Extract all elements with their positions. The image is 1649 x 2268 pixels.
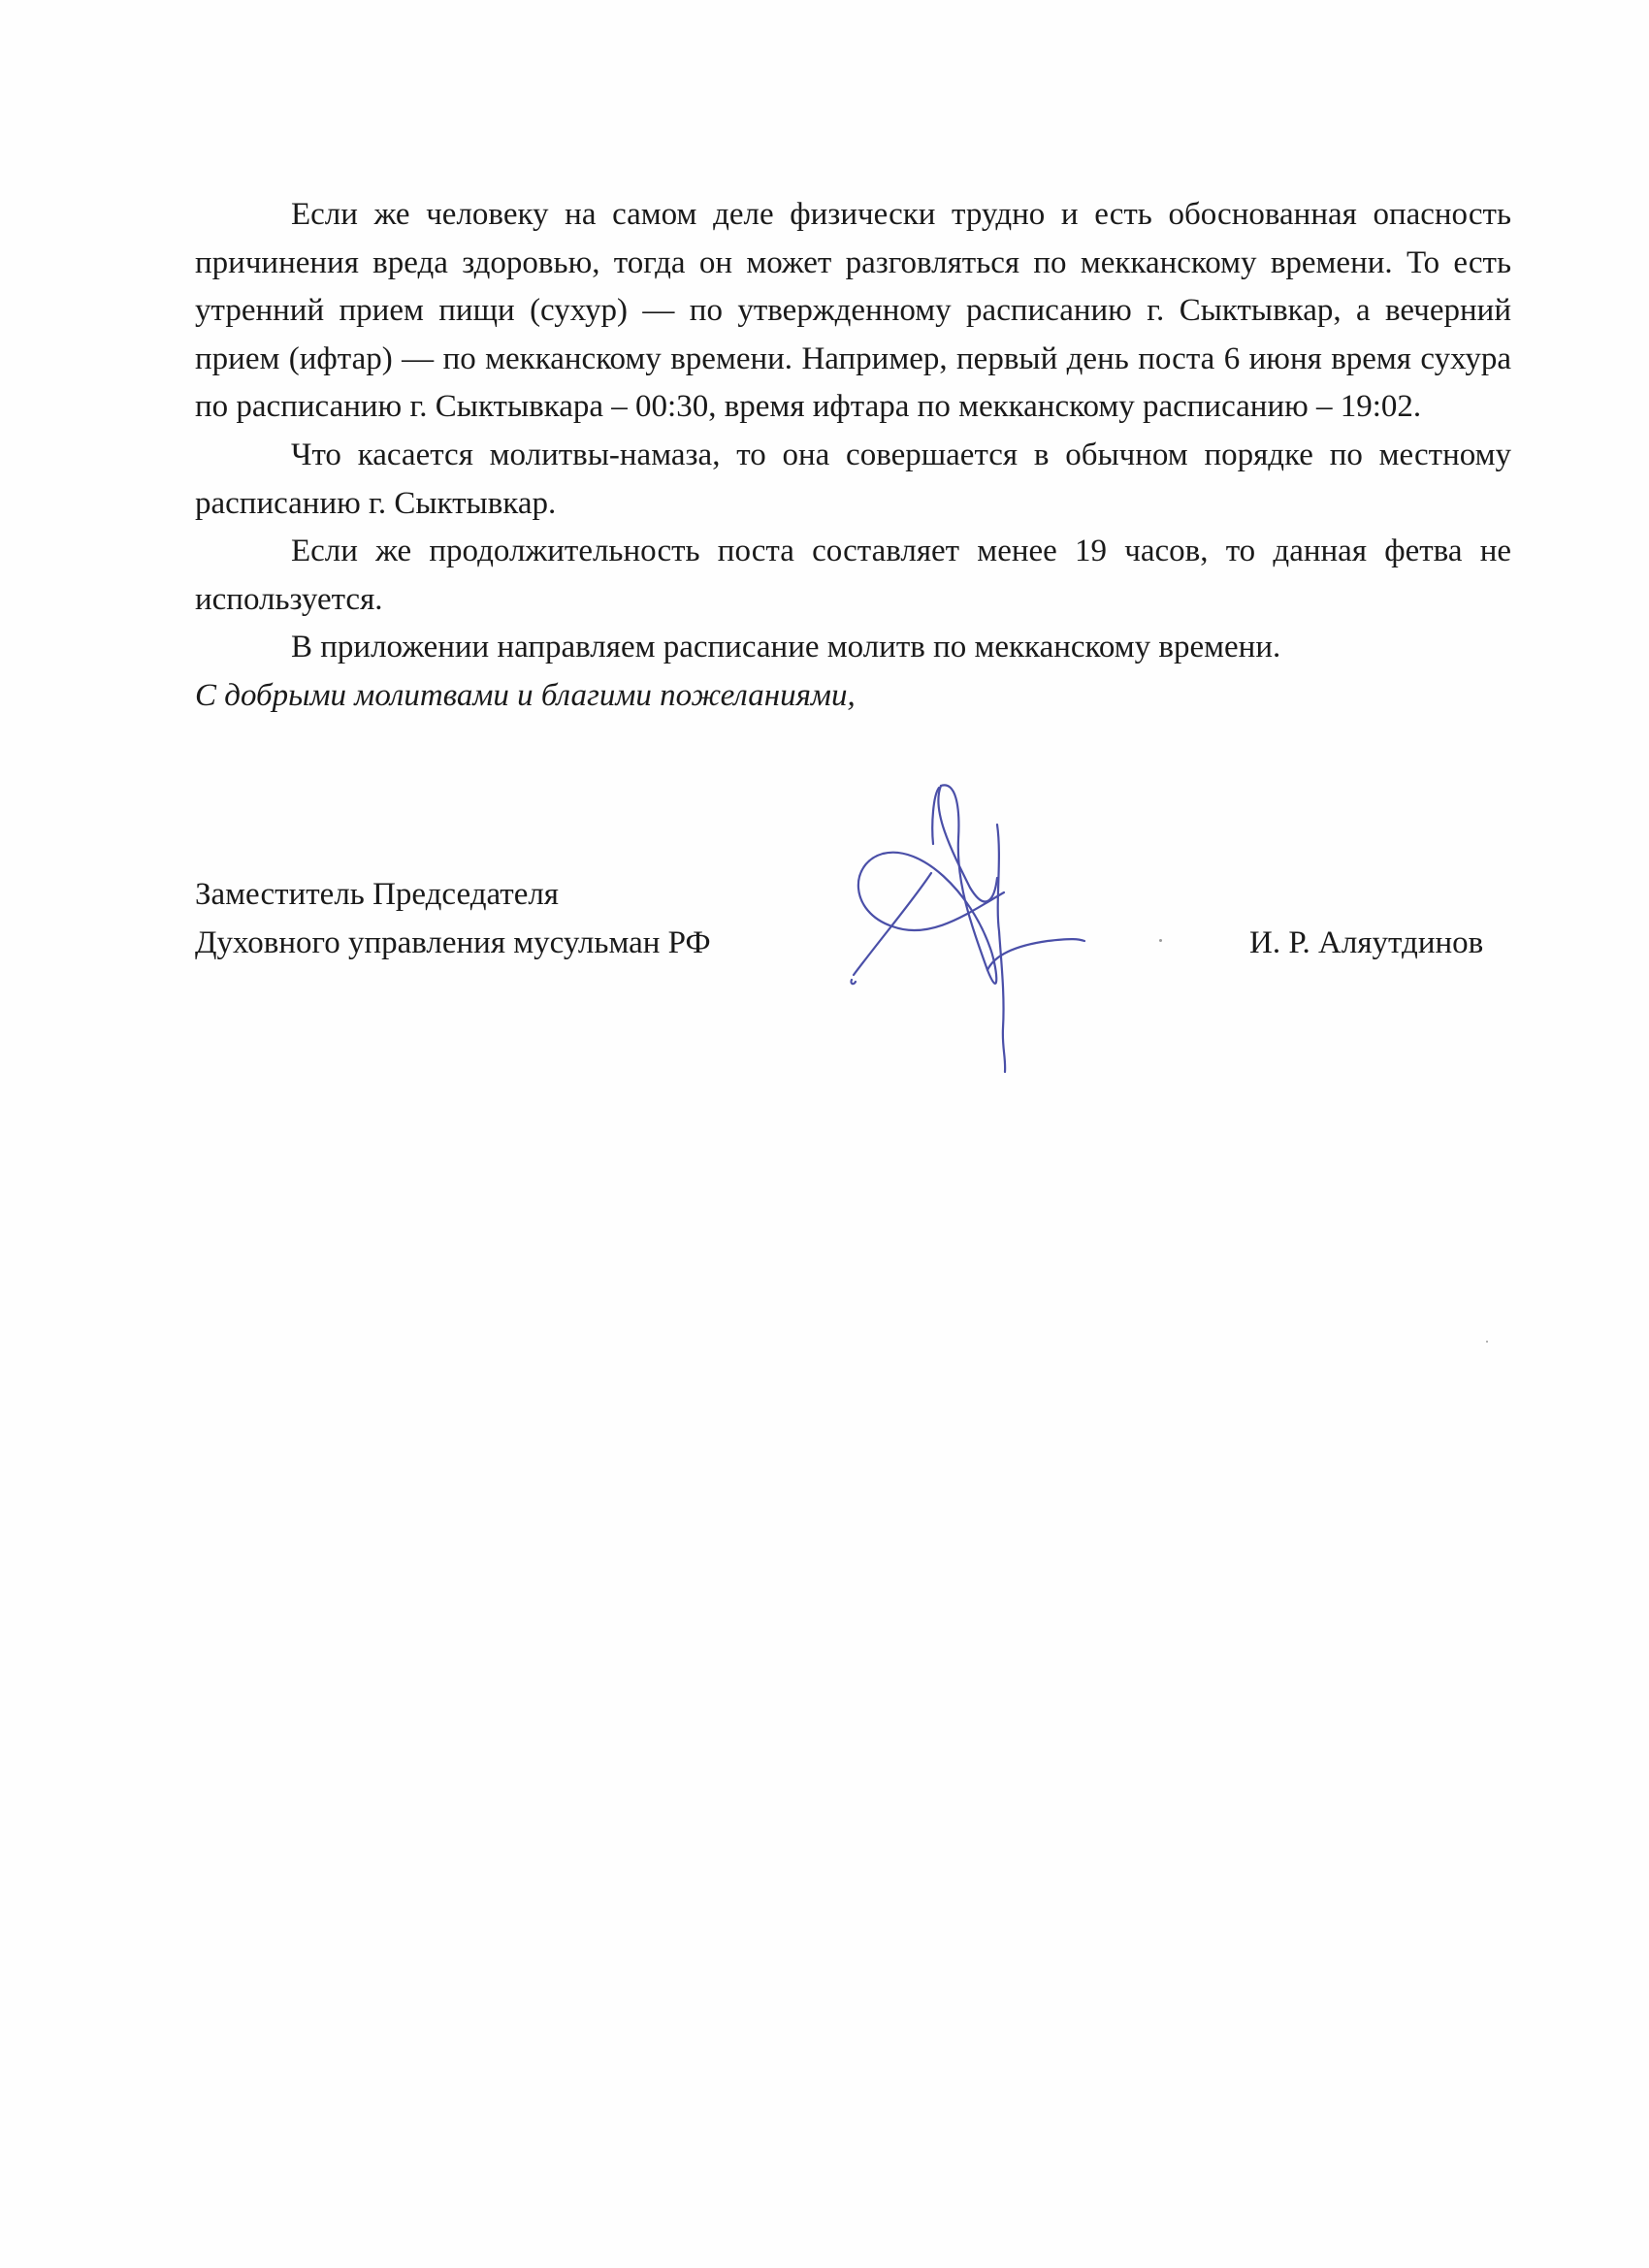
- signer-position: [195, 870, 711, 967]
- paper-speck: [1486, 1341, 1488, 1343]
- letter-body: [195, 191, 1511, 721]
- handwritten-signature: [824, 766, 1116, 1086]
- paragraph-fast-duration: Если же продолжительность поста составляет менее 19 часов, то данная фетва не используется.: [195, 534, 1511, 617]
- paragraph-iftar-rule: Если же человеку на самом деле физически трудно и есть обоснованная опасность причинения вреда здоровью, тогда он может разговляться по мекканскому времени. То есть утренний прием пищи (сухур) — по утвержденному расписанию г. Сыктывкар, а вечерний прием (ифтар) — по мекканскому времени. Например, первый день поста 6 июня время сухура по расписанию г. Сыктывкара – 00:30, время ифтара по мекканскому расписанию – 19:02.: [195, 197, 1511, 425]
- paragraph-prayer-rule: Что касается молитвы-намаза, то она совершается в обычном порядке по местному расписанию г. Сыктывкар.: [195, 437, 1511, 521]
- closing-phrase: С добрыми молитвами и благими пожеланиями,: [195, 677, 856, 713]
- position-line-2: Духовного управления мусульман РФ: [195, 925, 711, 960]
- paper-speck: [1159, 939, 1162, 942]
- signer-name: И. Р. Аляутдинов: [1249, 925, 1484, 960]
- position-line-1: Заместитель Председателя: [195, 877, 559, 912]
- paragraph-attachment: В приложении направляем расписание молитв по мекканскому времени.: [291, 630, 1281, 665]
